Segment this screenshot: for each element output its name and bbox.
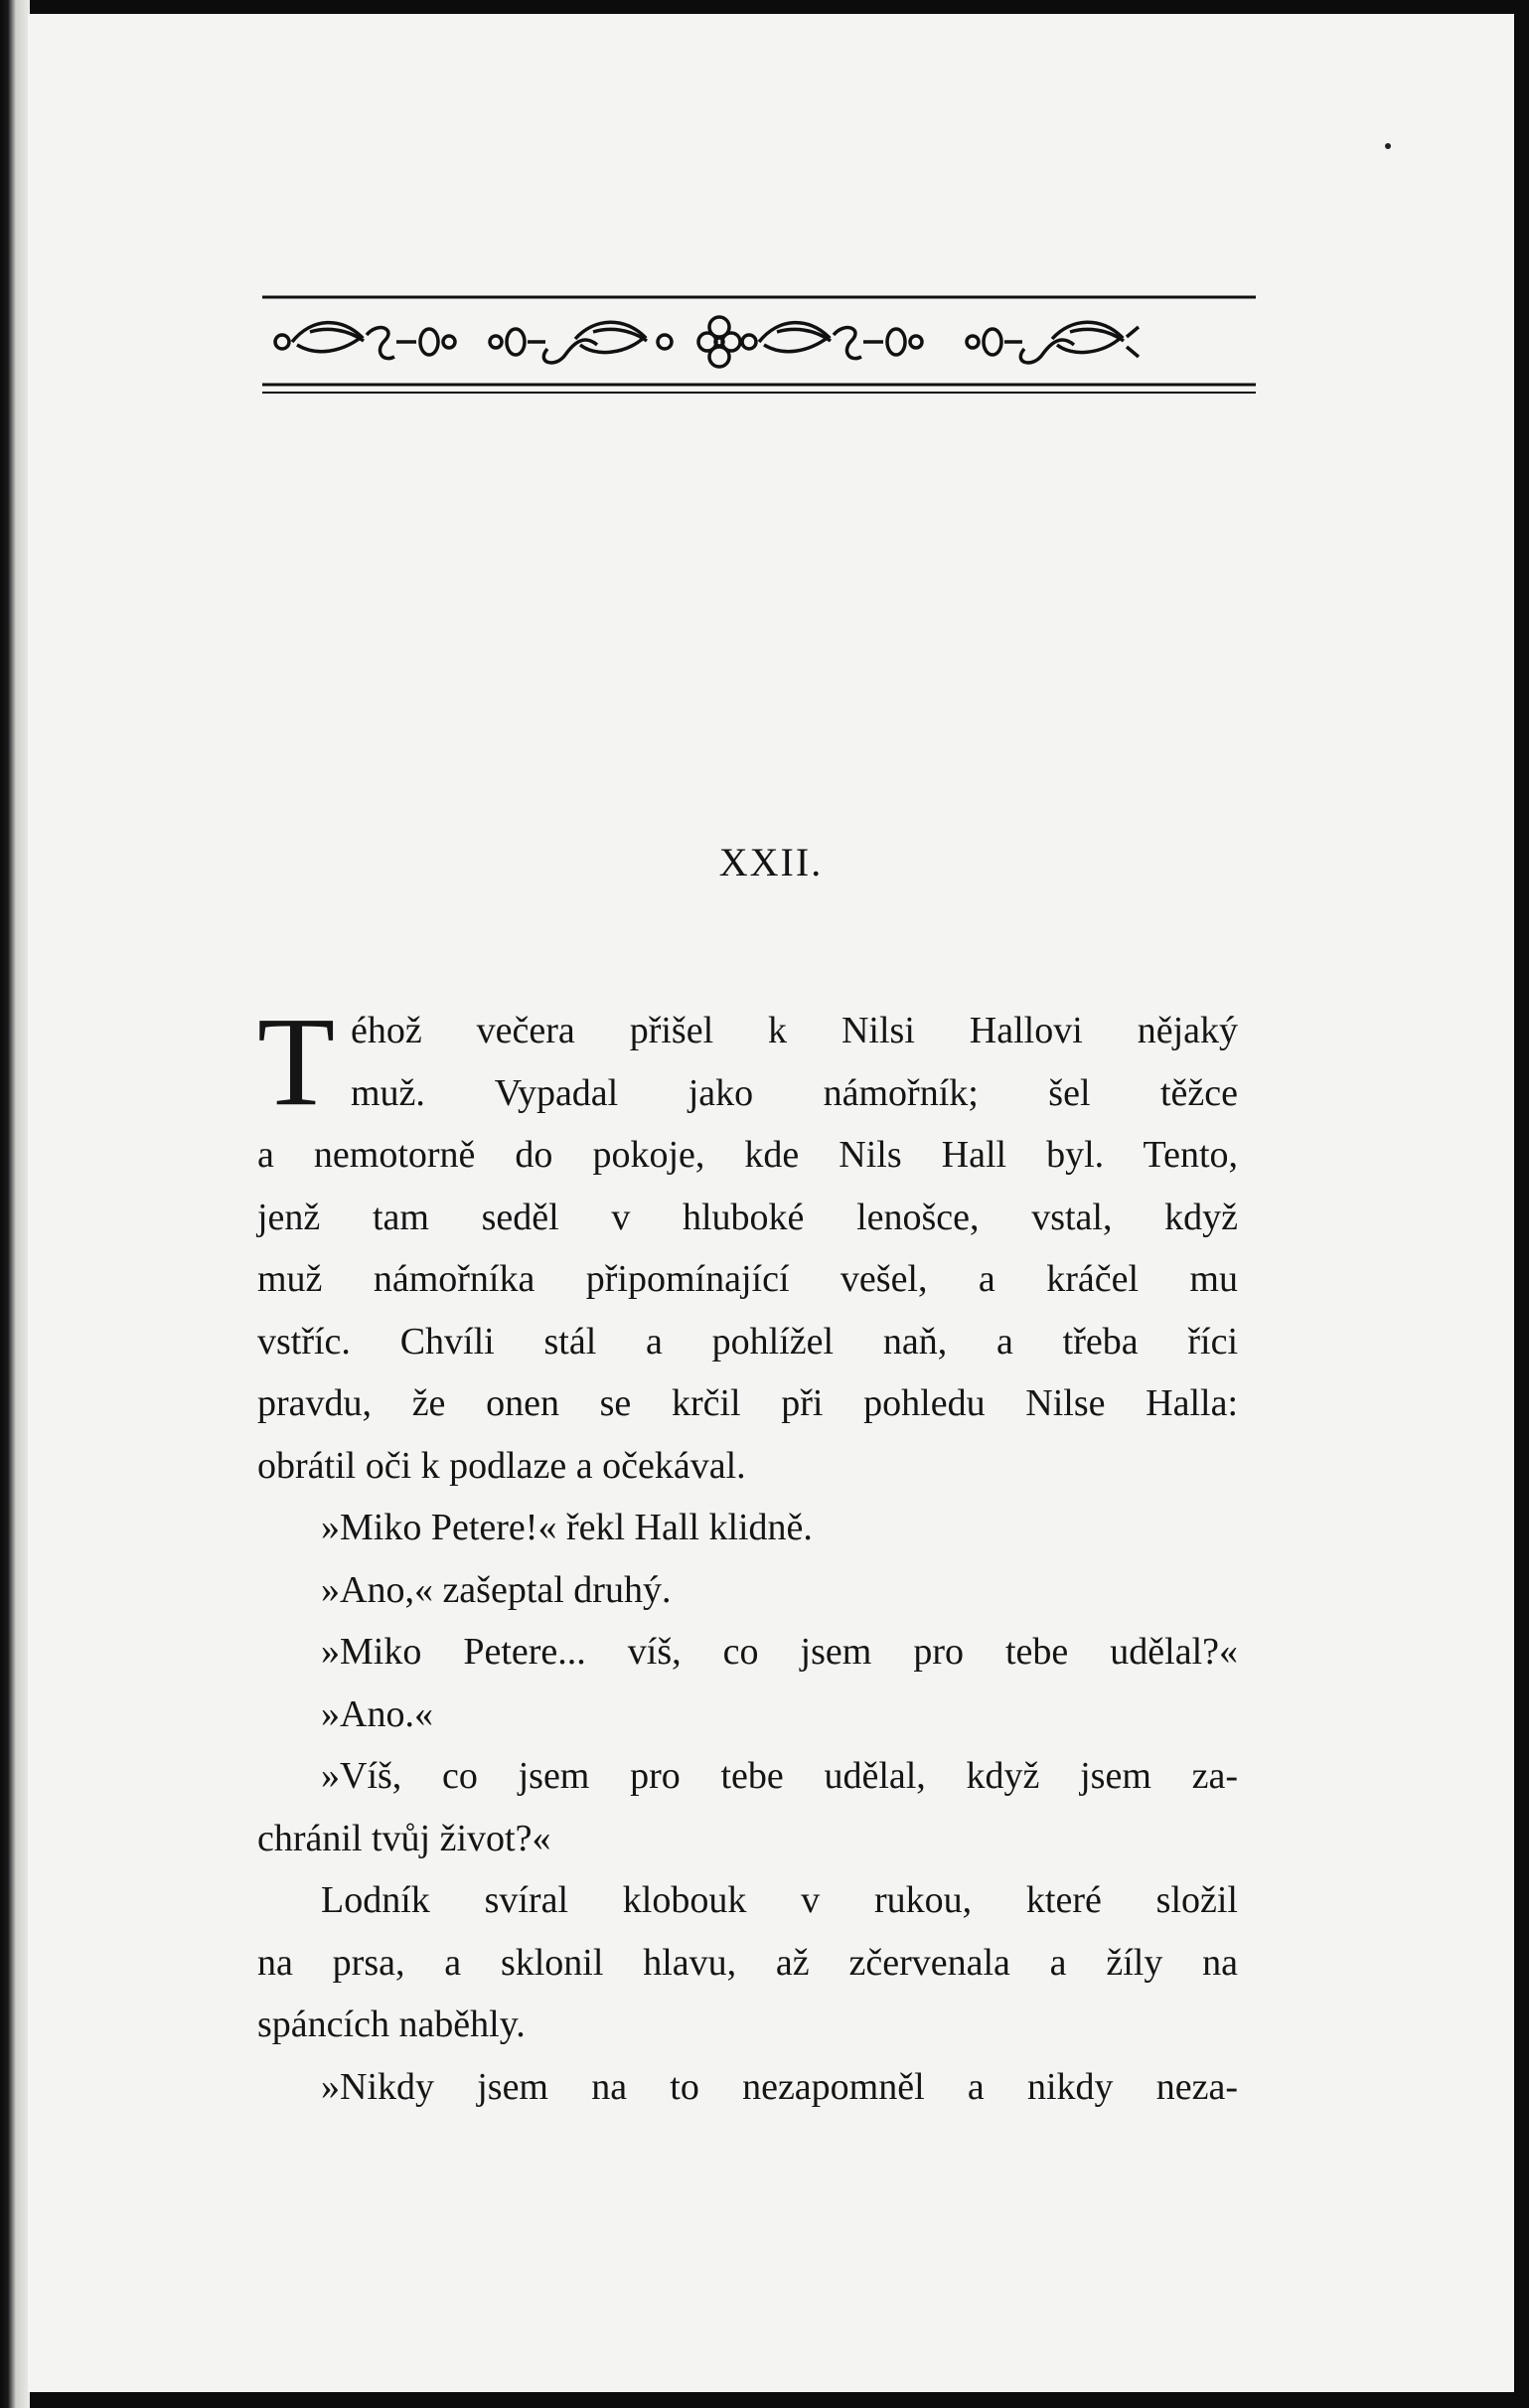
text-line: muž. Vypadal jako námořník; šel těžce [351, 1071, 1238, 1114]
text-line: a nemotorně do pokoje, kde Nils Hall byl. Tento, [257, 1134, 1238, 1176]
text-line: vstříc. Chvíli stál a pohlížel naň, a třeba říci [257, 1320, 1238, 1363]
text-line: jenž tam seděl v hluboké lenošce, vstal, když [257, 1196, 1238, 1238]
text-line: »Miko Petere... víš, co jsem pro tebe udělal?« [321, 1631, 1238, 1673]
ornamental-header-border [262, 277, 1256, 406]
text-line: »Nikdy jsem na to nezapomněl a nikdy neza- [321, 2065, 1238, 2108]
text-line: na prsa, a sklonil hlavu, až zčervenala a žíly na [257, 1941, 1238, 1984]
text-line: »Víš, co jsem pro tebe udělal, když jsem za- [321, 1755, 1238, 1797]
text-line: éhož večera přišel k Nilsi Hallovi nějaký [351, 1010, 1238, 1051]
chapter-heading: XXII. [718, 840, 824, 884]
book-page [28, 14, 1514, 2392]
text-line: »Ano,« zašeptal druhý. [321, 1568, 672, 1611]
text-line: Lodník svíral klobouk v rukou, které složil [321, 1879, 1238, 1921]
text-line: »Miko Petere!« řekl Hall klidně. [321, 1507, 813, 1548]
drop-cap: T [257, 991, 336, 1132]
text-line: chránil tvůj život?« [257, 1817, 551, 1859]
body-text [257, 991, 1238, 2118]
text-line: »Ano.« [321, 1692, 433, 1735]
text-line: spáncích naběhly. [257, 2004, 526, 2045]
text-line: pravdu, že onen se krčil při pohledu Nilse Halla: [257, 1382, 1238, 1424]
text-line: obrátil oči k podlaze a očekával. [257, 1444, 746, 1487]
page-binding-edge [0, 0, 30, 2408]
text-line: muž námořníka připomínající vešel, a kráčel mu [257, 1258, 1238, 1300]
print-speck [1385, 143, 1391, 149]
